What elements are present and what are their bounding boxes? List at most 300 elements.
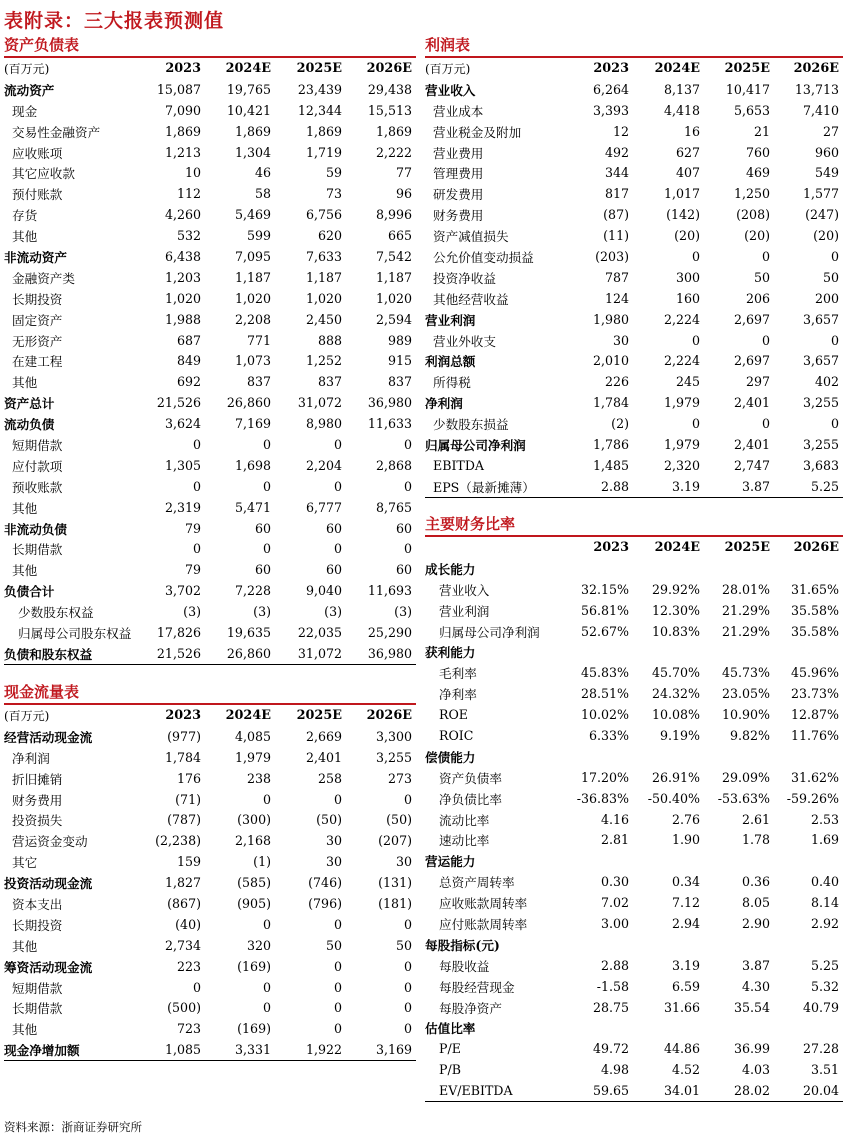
- table-header-row: [425, 58, 843, 79]
- value-cell: 46: [254, 165, 271, 181]
- row-label: 长期投资: [12, 917, 63, 933]
- table-row: [425, 225, 843, 246]
- value-cell: 2,168: [234, 833, 271, 849]
- value-cell: 8,765: [375, 499, 412, 515]
- value-cell: 2.90: [741, 915, 770, 931]
- value-cell: 60: [395, 562, 412, 578]
- table-row: [4, 997, 416, 1018]
- value-cell: 13,713: [794, 81, 839, 97]
- value-cell: [774, 934, 843, 955]
- value-cell: 989: [387, 332, 412, 348]
- table-row: [4, 747, 416, 768]
- value-cell: (787): [167, 812, 201, 828]
- row-label: 所得税: [433, 375, 471, 391]
- value-cell: 30: [325, 854, 342, 870]
- table-row: [425, 600, 843, 621]
- value-cell: 11,633: [367, 416, 412, 432]
- value-cell: 3,255: [802, 436, 839, 452]
- value-cell: 60: [325, 562, 342, 578]
- row-label: 投资活动现金流: [4, 876, 93, 892]
- value-cell: 21,526: [132, 643, 205, 664]
- value-cell: 1,304: [234, 144, 271, 160]
- row-label: 流动资产: [4, 82, 55, 98]
- value-cell: 2,204: [305, 457, 342, 473]
- value-cell: 2.76: [671, 811, 700, 827]
- year-header: 2023: [165, 60, 201, 76]
- value-cell: 837: [387, 374, 412, 390]
- value-cell: 60: [254, 562, 271, 578]
- value-cell: 0: [830, 248, 839, 264]
- row-label: 净利率: [439, 687, 477, 703]
- row-label: 现金净增加额: [4, 1039, 132, 1060]
- row-label: 每股指标(元): [425, 937, 500, 953]
- table-row: [4, 518, 416, 539]
- value-cell: 23.05%: [721, 686, 770, 702]
- year-header: 2026E: [366, 707, 412, 723]
- table-row: [425, 1017, 843, 1038]
- row-label: 负债合计: [4, 584, 55, 600]
- value-cell: 5,653: [733, 102, 770, 118]
- value-cell: 59: [325, 165, 342, 181]
- year-header: 2025E: [724, 60, 770, 76]
- value-cell: -50.40%: [647, 790, 700, 806]
- value-cell: 492: [604, 144, 629, 160]
- row-label: 预收账款: [12, 479, 63, 495]
- value-cell: 599: [246, 228, 271, 244]
- value-cell: (20): [744, 228, 770, 244]
- value-cell: 11,693: [367, 583, 412, 599]
- value-cell: (3): [183, 604, 201, 620]
- value-cell: [633, 641, 704, 662]
- value-cell: 40.79: [802, 999, 839, 1015]
- value-cell: 1,786: [592, 436, 629, 452]
- balance-sheet-panel: [4, 34, 416, 665]
- value-cell: 665: [387, 228, 412, 244]
- value-cell: 1.69: [810, 832, 839, 848]
- source-note: 资料来源：浙商证券研究所: [4, 1120, 142, 1134]
- value-cell: [565, 558, 633, 579]
- value-cell: [633, 934, 704, 955]
- balance-sheet-table: [4, 58, 416, 665]
- row-label: 长期借款: [12, 1001, 63, 1017]
- value-cell: 0: [262, 1000, 271, 1016]
- value-cell: 2.88: [600, 957, 629, 973]
- value-cell: 31,072: [275, 643, 346, 664]
- value-cell: 7,542: [375, 248, 412, 264]
- value-cell: 8,980: [305, 416, 342, 432]
- table-row: [4, 538, 416, 559]
- table-row: [4, 434, 416, 455]
- value-cell: 469: [745, 165, 770, 181]
- row-label: 资产负债率: [439, 770, 502, 786]
- value-cell: 206: [745, 290, 770, 306]
- value-cell: 176: [176, 770, 201, 786]
- table-row: [425, 829, 843, 850]
- value-cell: 3,683: [802, 457, 839, 473]
- value-cell: 60: [395, 520, 412, 536]
- row-label: 归属母公司净利润: [425, 437, 526, 453]
- row-label: 每股经营现金: [439, 979, 515, 995]
- row-label: 其他: [12, 375, 38, 391]
- table-row: [425, 1059, 843, 1080]
- value-cell: 3.87: [741, 957, 770, 973]
- table-row: [425, 1038, 843, 1059]
- value-cell: 10.08%: [651, 707, 700, 723]
- value-cell: (867): [167, 895, 201, 911]
- value-cell: 45.96%: [790, 665, 839, 681]
- value-cell: 2,868: [375, 457, 412, 473]
- value-cell: -59.26%: [786, 790, 839, 806]
- value-cell: 723: [176, 1021, 201, 1037]
- table-row: [4, 893, 416, 914]
- value-cell: 21.29%: [721, 602, 770, 618]
- row-label: 管理费用: [433, 166, 484, 182]
- table-row: [425, 1080, 843, 1101]
- row-label: 负债和股东权益: [4, 643, 132, 664]
- table-row: [4, 371, 416, 392]
- value-cell: (500): [167, 1000, 201, 1016]
- value-cell: 1,869: [305, 123, 342, 139]
- value-cell: 2,594: [375, 311, 412, 327]
- value-cell: 7,633: [305, 248, 342, 264]
- value-cell: 0: [830, 332, 839, 348]
- value-cell: 15,087: [156, 81, 201, 97]
- value-cell: [704, 746, 774, 767]
- row-label: 非流动负债: [4, 521, 67, 537]
- value-cell: 10.90%: [721, 707, 770, 723]
- value-cell: 960: [814, 144, 839, 160]
- value-cell: 226: [604, 374, 629, 390]
- cash-flow-panel: [4, 681, 416, 1061]
- value-cell: [565, 1017, 633, 1038]
- value-cell: 0: [830, 416, 839, 432]
- value-cell: 2,319: [164, 499, 201, 515]
- value-cell: 2,450: [305, 311, 342, 327]
- value-cell: 692: [176, 374, 201, 390]
- value-cell: 1,698: [234, 457, 271, 473]
- value-cell: (1): [253, 854, 271, 870]
- value-cell: (3): [324, 604, 342, 620]
- value-cell: -53.63%: [717, 790, 770, 806]
- value-cell: 32.15%: [580, 581, 629, 597]
- value-cell: (3): [253, 604, 271, 620]
- row-label: 其它应收款: [12, 166, 75, 182]
- value-cell: 0: [333, 979, 342, 995]
- value-cell: 3.51: [810, 1062, 839, 1078]
- value-cell: 1,073: [234, 353, 271, 369]
- table-row: [4, 726, 416, 747]
- value-cell: (20): [674, 228, 700, 244]
- year-header: 2023: [165, 707, 201, 723]
- value-cell: [565, 850, 633, 871]
- value-cell: 31.62%: [790, 769, 839, 785]
- value-cell: (905): [237, 895, 271, 911]
- value-cell: 31,072: [297, 395, 342, 411]
- value-cell: 0: [262, 436, 271, 452]
- value-cell: 96: [395, 186, 412, 202]
- value-cell: 8,996: [375, 207, 412, 223]
- row-label: EV/EBITDA: [425, 1080, 565, 1101]
- row-label: 投资净收益: [433, 270, 496, 286]
- table-header-row: [4, 705, 416, 726]
- table-row: [425, 997, 843, 1018]
- row-label: 公允价值变动损益: [433, 249, 534, 265]
- value-cell: 0: [403, 958, 412, 974]
- value-cell: 29.92%: [651, 581, 700, 597]
- year-header: 2024E: [225, 60, 271, 76]
- table-row: [4, 267, 416, 288]
- value-cell: 0: [403, 979, 412, 995]
- value-cell: [774, 850, 843, 871]
- row-label: 资产总计: [4, 396, 55, 412]
- value-cell: 28.02: [704, 1080, 774, 1101]
- row-label: 营业利润: [439, 603, 490, 619]
- table-row: [425, 934, 843, 955]
- value-cell: 0: [761, 332, 770, 348]
- value-cell: 1,187: [305, 269, 342, 285]
- value-cell: 2.53: [810, 811, 839, 827]
- row-label: P/E: [439, 1041, 461, 1057]
- value-cell: 30: [612, 332, 629, 348]
- value-cell: 4,260: [164, 207, 201, 223]
- value-cell: 22,035: [297, 624, 342, 640]
- value-cell: 3,657: [802, 353, 839, 369]
- value-cell: 0: [403, 1000, 412, 1016]
- value-cell: (131): [378, 875, 412, 891]
- value-cell: 56.81%: [580, 602, 629, 618]
- value-cell: 30: [395, 854, 412, 870]
- value-cell: (142): [666, 207, 700, 223]
- row-label: P/B: [439, 1062, 461, 1078]
- table-row: [4, 121, 416, 142]
- value-cell: 2,747: [733, 457, 770, 473]
- value-cell: 11.76%: [790, 727, 839, 743]
- row-label: 经营活动现金流: [4, 729, 93, 745]
- value-cell: 344: [604, 165, 629, 181]
- year-header: 2023: [593, 539, 629, 555]
- value-cell: 59.65: [565, 1080, 633, 1101]
- value-cell: 1,203: [164, 269, 201, 285]
- row-label: 投资损失: [12, 813, 63, 829]
- table-row: [425, 413, 843, 434]
- value-cell: 8.05: [741, 895, 770, 911]
- table-row: [425, 850, 843, 871]
- row-label: 流动比率: [439, 812, 490, 828]
- value-cell: 620: [317, 228, 342, 244]
- value-cell: 6,438: [164, 248, 201, 264]
- value-cell: 0: [333, 541, 342, 557]
- value-cell: 0: [333, 958, 342, 974]
- year-header: 2026E: [793, 60, 839, 76]
- value-cell: 0: [403, 1021, 412, 1037]
- row-label: 毛利率: [439, 666, 477, 682]
- value-cell: 320: [246, 937, 271, 953]
- year-header: 2023: [593, 60, 629, 76]
- value-cell: (796): [308, 895, 342, 911]
- value-cell: 0: [403, 791, 412, 807]
- value-cell: 15,513: [367, 102, 412, 118]
- value-cell: 4.16: [600, 811, 629, 827]
- value-cell: 4.98: [600, 1062, 629, 1078]
- value-cell: 4,085: [234, 728, 271, 744]
- value-cell: 915: [387, 353, 412, 369]
- value-cell: 58: [254, 186, 271, 202]
- value-cell: 817: [604, 186, 629, 202]
- table-row: [425, 913, 843, 934]
- value-cell: 4,418: [663, 102, 700, 118]
- value-cell: 2,697: [733, 311, 770, 327]
- value-cell: 17.20%: [580, 769, 629, 785]
- value-cell: 6.33%: [588, 727, 629, 743]
- value-cell: 2,401: [733, 436, 770, 452]
- row-label: 营业收入: [425, 82, 476, 98]
- value-cell: 79: [184, 562, 201, 578]
- value-cell: 3,657: [802, 311, 839, 327]
- row-label: 归属母公司净利润: [439, 624, 540, 640]
- row-label: 其他: [12, 1022, 38, 1038]
- value-cell: 273: [387, 770, 412, 786]
- value-cell: (2): [611, 416, 629, 432]
- income-statement-panel: [425, 34, 843, 498]
- value-cell: 1,869: [234, 123, 271, 139]
- value-cell: 7,095: [234, 248, 271, 264]
- row-label: 其他: [12, 938, 38, 954]
- value-cell: 2.88: [565, 476, 633, 497]
- value-cell: (247): [805, 207, 839, 223]
- row-label: 成长能力: [425, 561, 476, 577]
- value-cell: 3,624: [164, 416, 201, 432]
- value-cell: 1,827: [164, 875, 201, 891]
- value-cell: 2,401: [733, 395, 770, 411]
- value-cell: 1,922: [275, 1039, 346, 1060]
- value-cell: 258: [317, 770, 342, 786]
- value-cell: 24.32%: [651, 686, 700, 702]
- table-row: [425, 579, 843, 600]
- value-cell: 0: [691, 416, 700, 432]
- ratios-table: [425, 537, 843, 1102]
- value-cell: (40): [175, 916, 201, 932]
- value-cell: 27.28: [802, 1041, 839, 1057]
- table-row: [4, 100, 416, 121]
- value-cell: 16: [683, 123, 700, 139]
- table-row: [4, 455, 416, 476]
- table-row: [4, 559, 416, 580]
- value-cell: 3.00: [600, 915, 629, 931]
- value-cell: 21: [753, 123, 770, 139]
- row-label: 长期投资: [12, 291, 63, 307]
- value-cell: 0: [761, 416, 770, 432]
- row-label: 估值比率: [425, 1021, 476, 1037]
- value-cell: 45.73%: [721, 665, 770, 681]
- value-cell: 0.36: [741, 874, 770, 890]
- row-label: 无形资产: [12, 333, 63, 349]
- value-cell: 31.65%: [790, 581, 839, 597]
- value-cell: 21.29%: [721, 623, 770, 639]
- value-cell: 3.87: [704, 476, 774, 497]
- row-label: ROIC: [439, 727, 474, 743]
- value-cell: 549: [814, 165, 839, 181]
- value-cell: (87): [603, 207, 629, 223]
- value-cell: 30: [325, 833, 342, 849]
- value-cell: 7.12: [671, 895, 700, 911]
- value-cell: 26,860: [226, 395, 271, 411]
- value-cell: (585): [237, 875, 271, 891]
- value-cell: 5.25: [774, 476, 843, 497]
- value-cell: 2,401: [305, 749, 342, 765]
- row-label: 获利能力: [425, 645, 476, 661]
- value-cell: [633, 746, 704, 767]
- value-cell: 532: [176, 228, 201, 244]
- value-cell: [704, 1017, 774, 1038]
- value-cell: (977): [167, 728, 201, 744]
- value-cell: 0.34: [671, 874, 700, 890]
- value-cell: 0.30: [600, 874, 629, 890]
- table-header-row: [4, 58, 416, 79]
- value-cell: 36,980: [346, 643, 416, 664]
- value-cell: 1,979: [663, 395, 700, 411]
- value-cell: 50: [753, 269, 770, 285]
- table-row: [425, 392, 843, 413]
- table-row: [4, 643, 416, 664]
- value-cell: 2.81: [600, 832, 629, 848]
- value-cell: 19,635: [226, 624, 271, 640]
- value-cell: 1,187: [234, 269, 271, 285]
- value-cell: (50): [316, 812, 342, 828]
- value-cell: 45.70%: [651, 665, 700, 681]
- value-cell: 1,979: [663, 436, 700, 452]
- year-header: 2024E: [654, 60, 700, 76]
- table-row: [425, 162, 843, 183]
- table-row: [4, 977, 416, 998]
- value-cell: 1,085: [132, 1039, 205, 1060]
- table-row: [4, 1018, 416, 1039]
- value-cell: 49.72: [592, 1041, 629, 1057]
- value-cell: 3,255: [802, 395, 839, 411]
- unit-label: (百万元): [425, 61, 471, 76]
- row-label: 净负债比率: [439, 791, 502, 807]
- value-cell: 2,224: [663, 353, 700, 369]
- table-row: [4, 309, 416, 330]
- value-cell: 50: [395, 937, 412, 953]
- table-row: [425, 683, 843, 704]
- table-row: [425, 183, 843, 204]
- row-label: 交易性金融资产: [12, 124, 101, 140]
- value-cell: 36.99: [733, 1041, 770, 1057]
- value-cell: 6.59: [671, 978, 700, 994]
- value-cell: 0: [333, 1000, 342, 1016]
- page-title: 表附录：三大报表预测值: [4, 10, 225, 32]
- row-label: 现金: [12, 103, 38, 119]
- value-cell: 1,305: [164, 457, 201, 473]
- row-label: 长期借款: [12, 542, 63, 558]
- value-cell: 837: [317, 374, 342, 390]
- value-cell: 1,250: [733, 186, 770, 202]
- table-row: [4, 809, 416, 830]
- row-label: 应收账项: [12, 145, 63, 161]
- value-cell: 0: [761, 248, 770, 264]
- value-cell: -36.83%: [576, 790, 629, 806]
- table-row: [4, 142, 416, 163]
- value-cell: 6,264: [592, 81, 629, 97]
- cash-flow-title: 现金流量表: [4, 683, 80, 701]
- value-cell: [704, 641, 774, 662]
- table-row: [425, 662, 843, 683]
- value-cell: (169): [237, 1021, 271, 1037]
- value-cell: 21,526: [156, 395, 201, 411]
- value-cell: 159: [176, 854, 201, 870]
- value-cell: 0: [403, 541, 412, 557]
- value-cell: 223: [176, 958, 201, 974]
